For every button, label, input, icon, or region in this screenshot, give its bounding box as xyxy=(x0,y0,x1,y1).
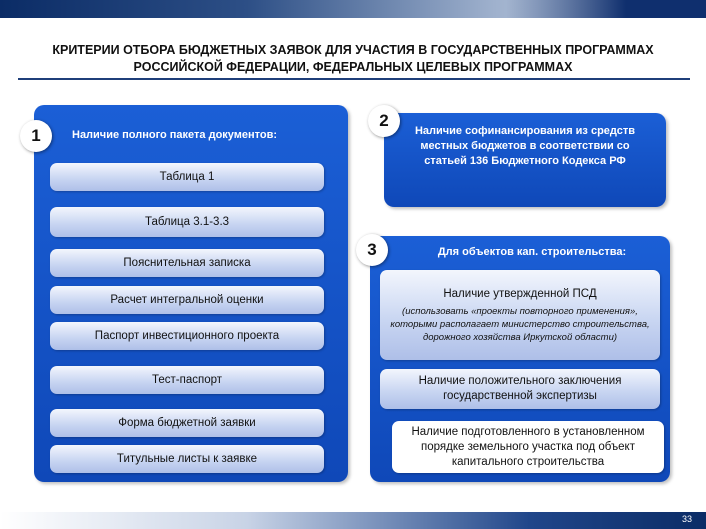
page-number: 33 xyxy=(681,514,692,524)
criterion-number-3: 3 xyxy=(356,234,388,266)
construction-item-psd xyxy=(380,270,660,360)
construction-item-expertise: Наличие положительного заключения государственной экспертизы xyxy=(380,369,660,409)
slide-title-line2: РОССИЙСКОЙ ФЕДЕРАЦИИ, ФЕДЕРАЛЬНЫХ ЦЕЛЕВЫХ ПРОГРАММАХ xyxy=(133,60,573,74)
documents-heading: Наличие полного пакета документов: xyxy=(72,129,278,141)
doc-item-table1: Таблица 1 xyxy=(50,163,324,191)
slide-title-line1: КРИТЕРИИ ОТБОРА БЮДЖЕТНЫХ ЗАЯВОК ДЛЯ УЧАСТИЯ В ГОСУДАРСТВЕННЫХ ПРОГРАММАХ xyxy=(52,43,654,57)
cofinancing-text: Наличие софинансирования из средств местных бюджетов в соответствии со статьей 136 Бюджетного Кодекса РФ xyxy=(414,125,636,167)
construction-item-psd-title: Наличие утвержденной ПСД xyxy=(443,287,597,300)
title-underline xyxy=(18,78,690,80)
doc-item-integral-assessment: Расчет интегральной оценки xyxy=(50,286,324,314)
doc-item-test-passport: Тест-паспорт xyxy=(50,366,324,394)
construction-heading: Для объектов кап. строительства: xyxy=(437,246,627,258)
footer-band xyxy=(0,512,706,529)
doc-item-tables-3: Таблица 3.1-3.3 xyxy=(50,207,324,237)
slide-title xyxy=(20,42,686,76)
construction-item-land: Наличие подготовленного в установленном порядке земельного участка под объект капитального строительства xyxy=(392,421,664,473)
header-band-accent xyxy=(506,0,706,18)
doc-item-title-pages: Титульные листы к заявке xyxy=(50,445,324,473)
doc-item-budget-form: Форма бюджетной заявки xyxy=(50,409,324,437)
criterion-number-1: 1 xyxy=(20,120,52,152)
doc-item-investment-passport: Паспорт инвестиционного проекта xyxy=(50,322,324,350)
doc-item-explanatory-note: Пояснительная записка xyxy=(50,249,324,277)
criterion-number-2: 2 xyxy=(368,105,400,137)
construction-item-psd-note: (использовать «проекты повторного применения», которыми располагает министерство строительства, дорожного хозяйства Иркутской области) xyxy=(390,305,650,343)
